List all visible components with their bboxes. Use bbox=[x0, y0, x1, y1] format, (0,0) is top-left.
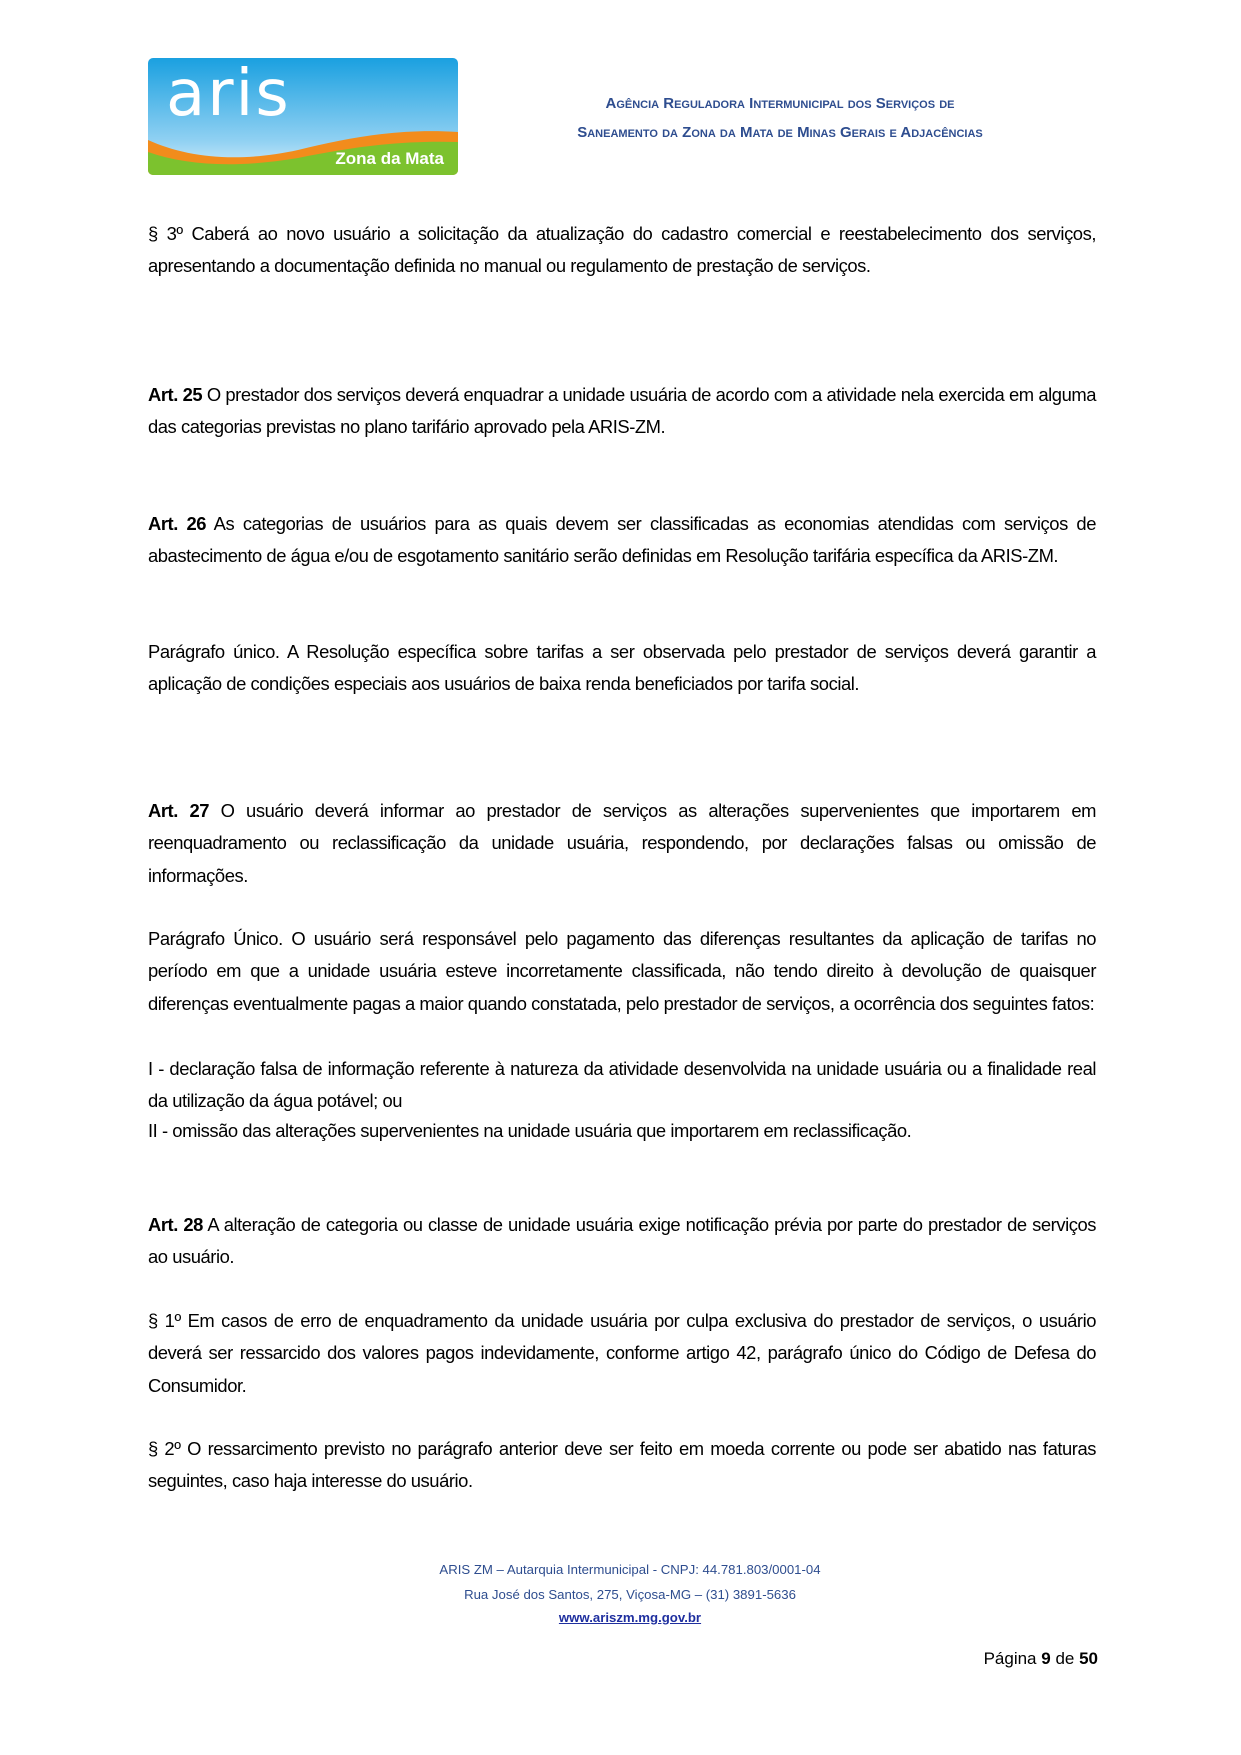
page-number bbox=[984, 1649, 1098, 1669]
paragraph-3-text: § 3º Caberá ao novo usuário a solicitação da atualização do cadastro comercial e reestabelecimento dos serviços, apresentando a documentação definida no manual ou regulamento de prestação de serviços. bbox=[148, 223, 1096, 277]
article-25-text: O prestador dos serviços deverá enquadrar a unidade usuária de acordo com a atividade nela exercida em alguma das categorias previstas no plano tarifário aprovado pela ARIS-ZM. bbox=[148, 384, 1096, 438]
article-27-label: Art. 27 bbox=[148, 800, 210, 821]
article-27 bbox=[148, 795, 1096, 892]
aris-logo bbox=[148, 58, 458, 175]
article-27-sole-paragraph: Parágrafo Único. O usuário será responsável pelo pagamento das diferenças resultantes da aplicação de tarifas no período em que a unidade usuária esteve incorretamente classificada, não tendo direito à devolução de quaisquer diferenças eventualmente pagas a maior quando constatada, pelo prestador de serviços, a ocorrência dos seguintes fatos: bbox=[148, 928, 1096, 1014]
page-current: 9 bbox=[1041, 1649, 1051, 1668]
article-26-label: Art. 26 bbox=[148, 513, 207, 534]
page-separator: de bbox=[1050, 1649, 1080, 1668]
logo-subtitle: Zona da Mata bbox=[335, 149, 444, 168]
article-26-text: As categorias de usuários para as quais devem ser classificadas as economias atendidas com serviços de abastecimento de água e/ou de esgotamento sanitário serão definidas em Resolução tarifária específica da ARIS-ZM. bbox=[148, 513, 1096, 567]
article-27-text: O usuário deverá informar ao prestador de serviços as alterações supervenientes que importarem em reenquadramento ou reclassificação da unidade usuária, respondendo, por declarações falsas ou omissão de informações. bbox=[148, 800, 1096, 886]
agency-name-line2: Saneamento da Zona da Mata de Minas Gerais e Adjacências bbox=[577, 124, 983, 141]
agency-name-line1: Agência Reguladora Intermunicipal dos Serviços de bbox=[605, 95, 955, 112]
article-28-text: A alteração de categoria ou classe de unidade usuária exige notificação prévia por parte do prestador de serviços ao usuário. bbox=[148, 1214, 1097, 1268]
logo-wordmark: aris bbox=[166, 58, 291, 131]
article-28-paragraph-2: § 2º O ressarcimento previsto no parágrafo anterior deve ser feito em moeda corrente ou pode ser abatido nas faturas seguintes, caso haja interesse do usuário. bbox=[148, 1438, 1096, 1492]
article-25 bbox=[148, 379, 1096, 444]
article-27-item-2: II - omissão das alterações supervenientes na unidade usuária que importarem em reclassificação. bbox=[148, 1120, 912, 1141]
page-total: 50 bbox=[1079, 1649, 1098, 1668]
page-prefix: Página bbox=[983, 1649, 1042, 1668]
article-27-item-1: I - declaração falsa de informação referente à natureza da atividade desenvolvida na unidade usuária ou a finalidade real da utilização da água potável; ou bbox=[148, 1058, 1096, 1112]
article-26 bbox=[148, 508, 1096, 573]
article-26-sole-paragraph: Parágrafo único. A Resolução específica sobre tarifas a ser observada pelo prestador de serviços deverá garantir a aplicação de condições especiais aos usuários de baixa renda beneficiados por tarifa social. bbox=[148, 641, 1096, 695]
article-28-label: Art. 28 bbox=[148, 1214, 203, 1235]
article-28 bbox=[148, 1209, 1096, 1274]
footer-address: Rua José dos Santos, 275, Viçosa-MG – (31) 3891-5636 bbox=[464, 1587, 796, 1602]
footer-website-link[interactable]: www.ariszm.mg.gov.br bbox=[558, 1610, 702, 1625]
article-28-paragraph-1: § 1º Em casos de erro de enquadramento da unidade usuária por culpa exclusiva do prestador de serviços, o usuário deverá ser ressarcido dos valores pagos indevidamente, conforme artigo 42, parágrafo único do Código de Defesa do Consumidor. bbox=[148, 1310, 1096, 1396]
footer-organization: ARIS ZM – Autarquia Intermunicipal - CNPJ: 44.781.803/0001-04 bbox=[439, 1562, 821, 1577]
article-25-label: Art. 25 bbox=[148, 384, 203, 405]
